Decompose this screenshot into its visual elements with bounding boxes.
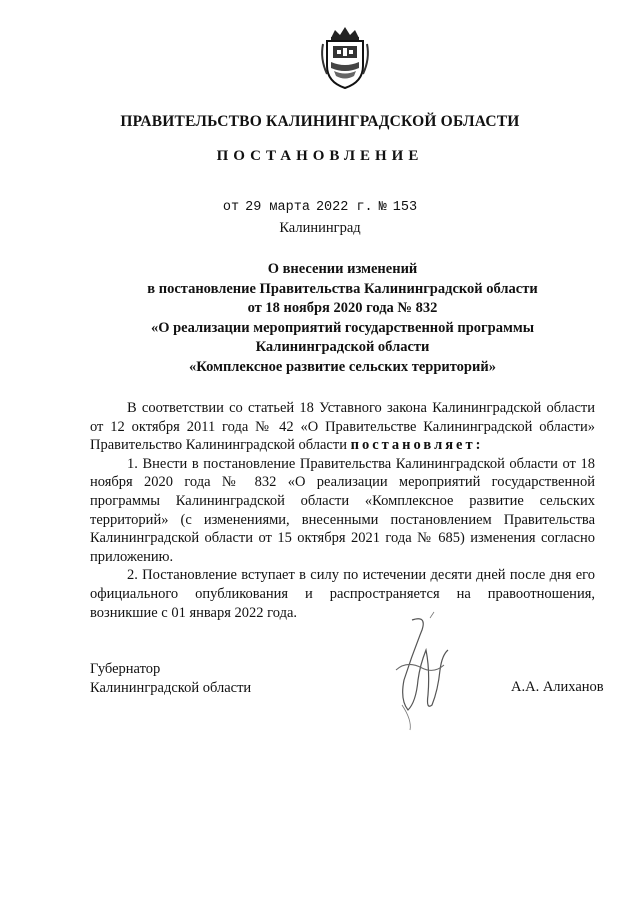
date-line [0,200,640,215]
signatory-title [90,660,251,698]
document-number: 153 [392,200,418,215]
number-sign: № [378,200,387,215]
subject-line: «Комплексное развитие сельских территорий» [189,358,496,375]
date-prefix: от [222,200,240,215]
subject-line: О внесении изменений [267,261,418,277]
decrees-word: постановляет: [350,437,484,454]
document-type: ПОСТАНОВЛЕНИЕ [216,148,424,164]
city: Калининград [279,220,361,236]
subject-line: в постановление Правительства Калининградской области [147,280,538,297]
document-subject [90,260,595,377]
date-value: 29 марта [245,200,310,215]
item-1-paragraph: 1. Внести в постановление Правительства Калининградской области от 18 ноября 2020 года № 832 «О реализации мероприятий государственной программы Калининградской области «Комплексное развитие сельских территорий» (с изменениями, внесенными постановлением Правительства Калининградской области от 15 октября 2021 года № 685) изменения согласно приложению. [90,455,595,565]
signatory-title-line2: Калининградской области [90,680,252,696]
item-2-paragraph: 2. Постановление вступает в силу по истечении десяти дней после дня его официального опубликования и распространяется на правоотношения, возникшие с 01 января 2022 года. [90,567,595,621]
coat-of-arms-icon [317,24,373,90]
signatory-name: А.А. Алиханов [511,679,604,695]
preamble-text: В соответствии со статьей 18 Уставного закона Калининградской области от 12 октября 2011 года № 42 «О Правительстве Калининградской области» Правительство Калининградской области [90,400,595,454]
subject-line: «О реализации мероприятий государственной программы [150,319,535,336]
signatory-title-line1: Губернатор [90,661,161,677]
subject-line: от 18 ноября 2020 года № 832 [247,300,438,316]
handwritten-signature [382,610,462,735]
government-title: ПРАВИТЕЛЬСТВО КАЛИНИНГРАДСКОЙ ОБЛАСТИ [120,113,520,130]
document-body [90,399,595,622]
date-year: 2022 г. [315,200,373,215]
subject-line: Калининградской области [255,339,430,355]
preamble-paragraph [90,399,595,455]
